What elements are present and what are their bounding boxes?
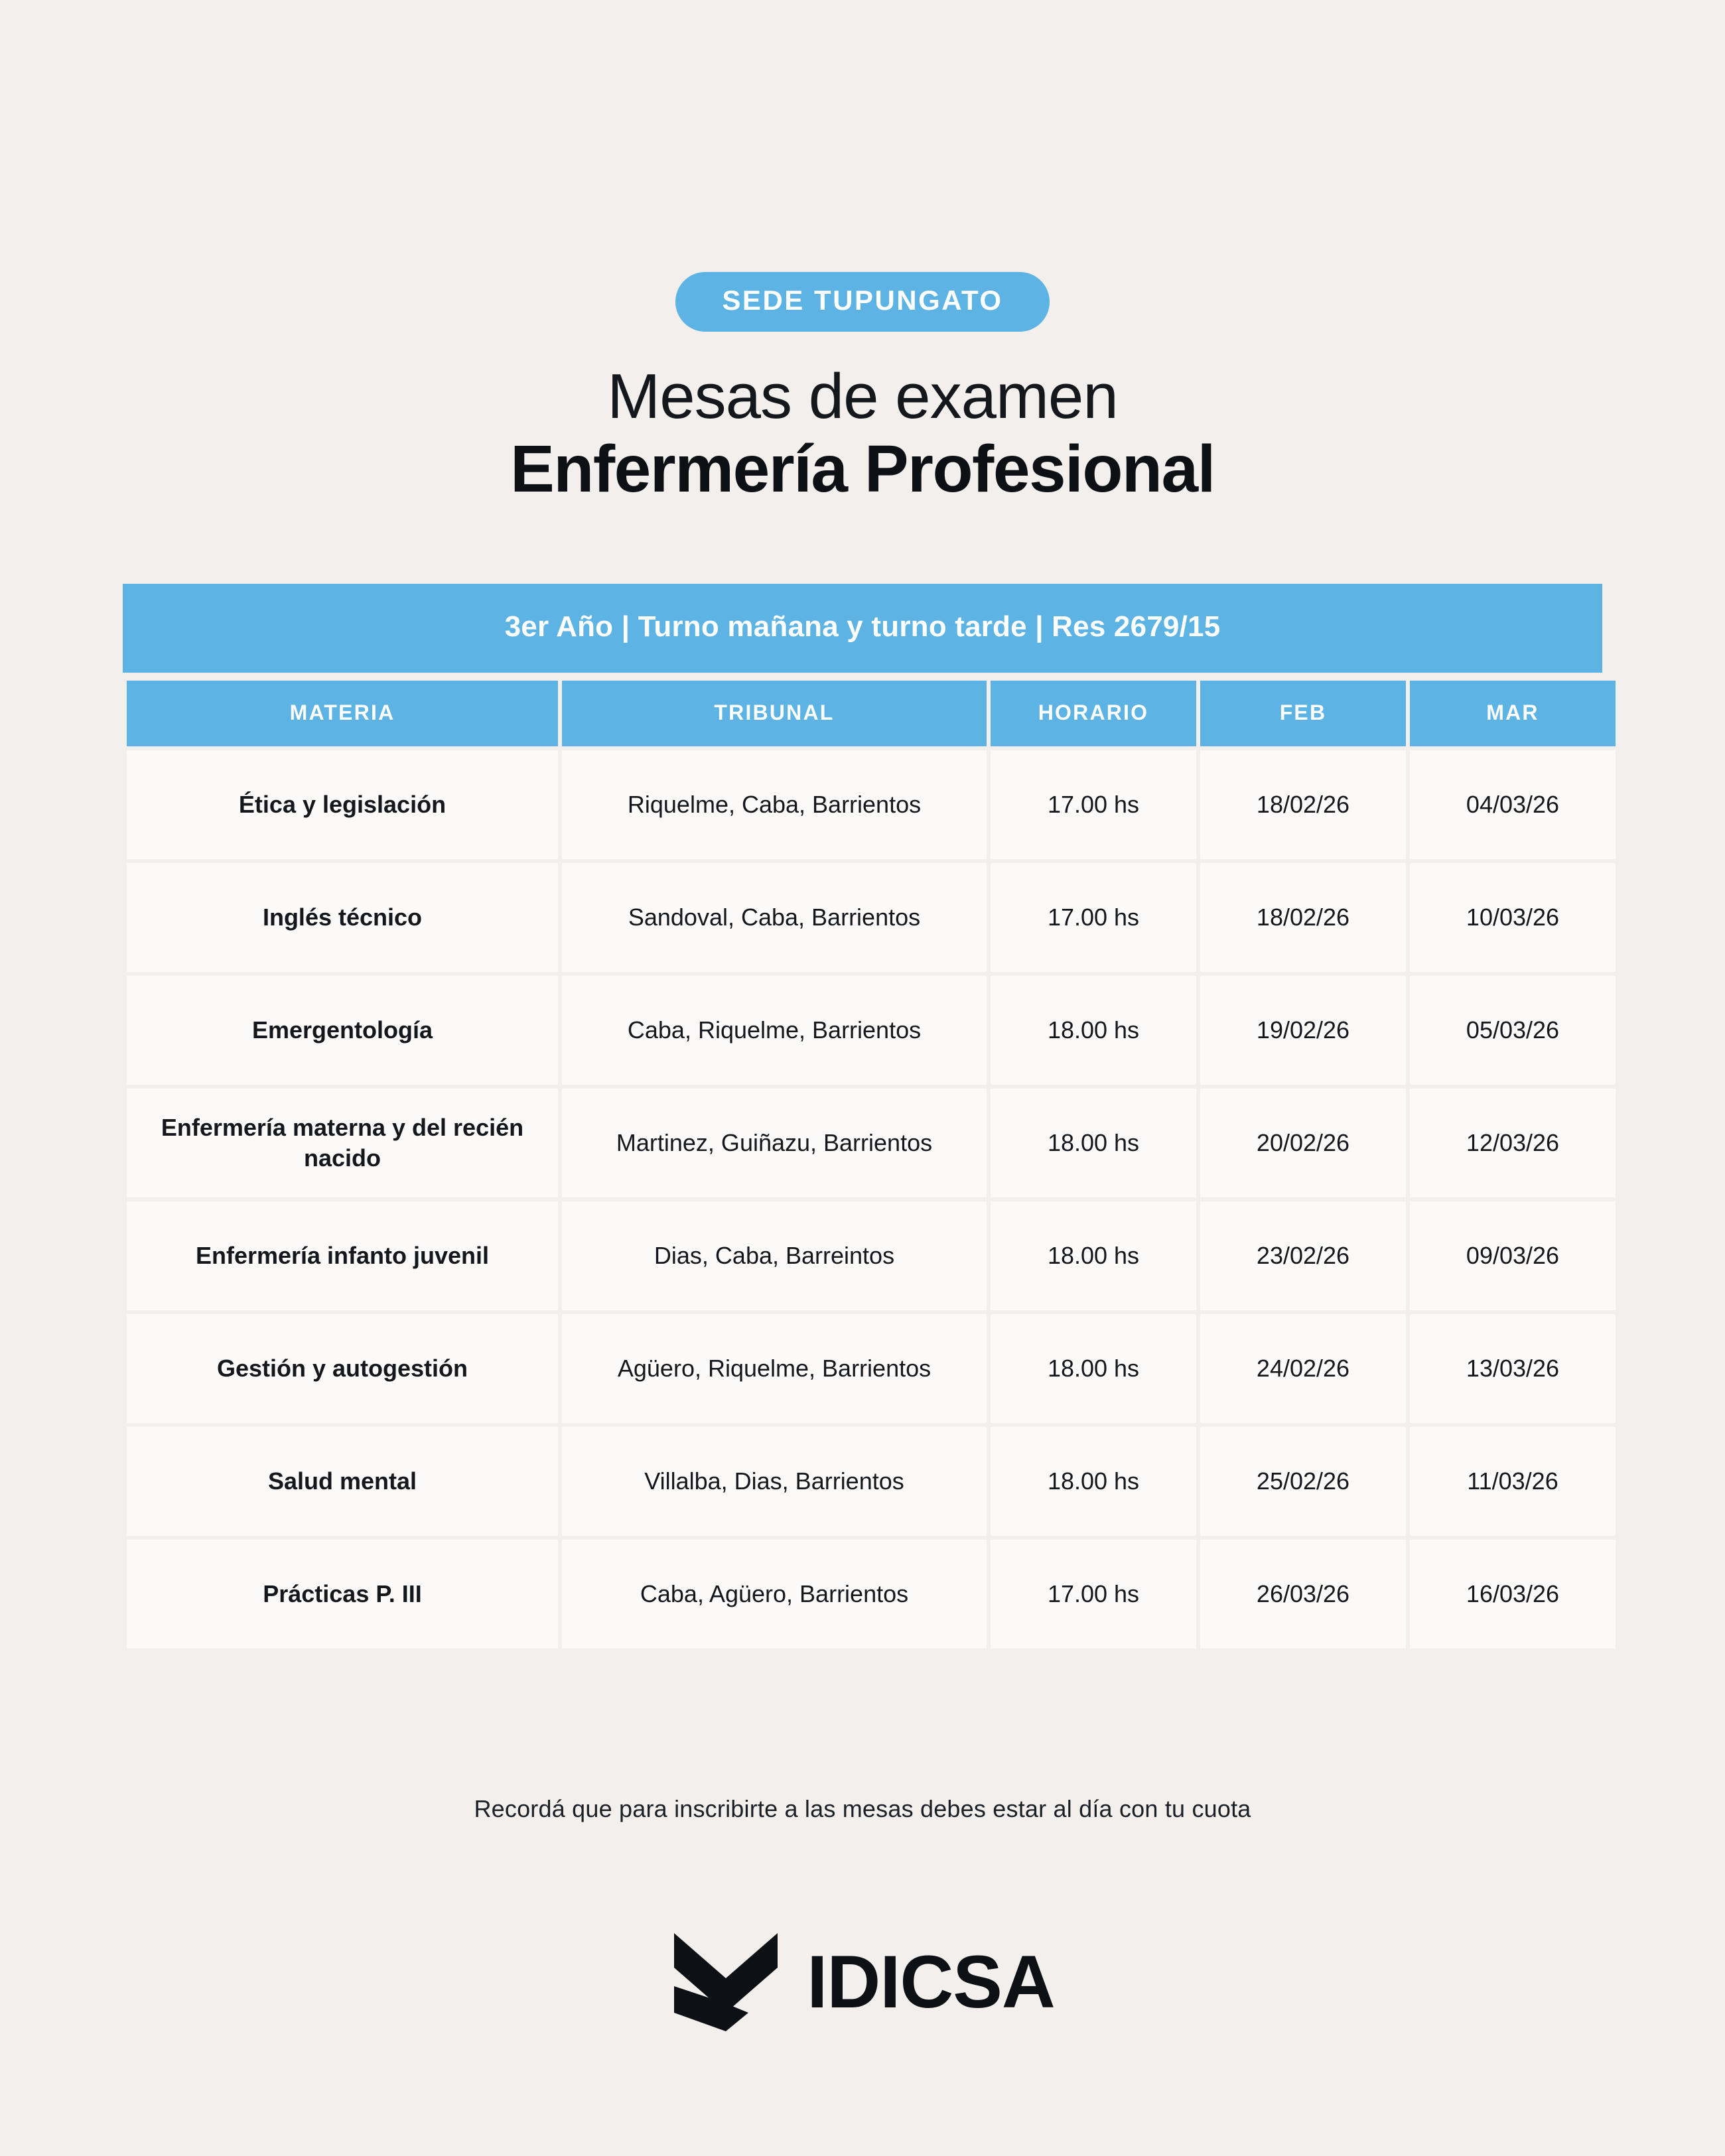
table-row bbox=[127, 1427, 1616, 1536]
cell-materia: Inglés técnico bbox=[127, 863, 558, 972]
table-body bbox=[127, 750, 1616, 1649]
cell-horario: 17.00 hs bbox=[991, 750, 1196, 859]
page-title-line2: Enfermería Profesional bbox=[510, 431, 1215, 506]
table-row bbox=[127, 1089, 1616, 1197]
cell-materia: Prácticas P. III bbox=[127, 1540, 558, 1649]
cell-feb: 24/02/26 bbox=[1200, 1314, 1406, 1423]
cell-feb: 26/03/26 bbox=[1200, 1540, 1406, 1649]
cell-feb: 23/02/26 bbox=[1200, 1201, 1406, 1310]
table-row bbox=[127, 750, 1616, 859]
table-header-row bbox=[127, 681, 1616, 746]
chevrons-down-mark-icon bbox=[670, 1929, 783, 2035]
cell-feb: 18/02/26 bbox=[1200, 863, 1406, 972]
footer-note: Recordá que para inscribirte a las mesas debes estar al día con tu cuota bbox=[474, 1794, 1251, 1822]
cell-materia: Ética y legislación bbox=[127, 750, 558, 859]
exam-schedule-table bbox=[123, 584, 1602, 1652]
cell-horario: 18.00 hs bbox=[991, 976, 1196, 1085]
cell-horario: 17.00 hs bbox=[991, 1540, 1196, 1649]
cell-mar: 09/03/26 bbox=[1410, 1201, 1616, 1310]
cell-tribunal: Villalba, Dias, Barrientos bbox=[562, 1427, 987, 1536]
brand-logo bbox=[670, 1929, 1055, 2035]
cell-materia: Gestión y autogestión bbox=[127, 1314, 558, 1423]
cell-feb: 18/02/26 bbox=[1200, 750, 1406, 859]
cell-feb: 25/02/26 bbox=[1200, 1427, 1406, 1536]
brand-name: IDICSA bbox=[807, 1940, 1055, 2023]
cell-mar: 05/03/26 bbox=[1410, 976, 1616, 1085]
column-header-materia: MATERIA bbox=[127, 681, 558, 746]
table-row bbox=[127, 976, 1616, 1085]
page-title-line1: Mesas de examen bbox=[607, 361, 1118, 432]
schedule-table bbox=[123, 677, 1620, 1652]
cell-materia: Salud mental bbox=[127, 1427, 558, 1536]
cell-horario: 18.00 hs bbox=[991, 1314, 1196, 1423]
cell-materia: Emergentología bbox=[127, 976, 558, 1085]
cell-materia: Enfermería infanto juvenil bbox=[127, 1201, 558, 1310]
table-row bbox=[127, 1201, 1616, 1310]
cell-horario: 18.00 hs bbox=[991, 1201, 1196, 1310]
cell-horario: 18.00 hs bbox=[991, 1089, 1196, 1197]
cell-mar: 12/03/26 bbox=[1410, 1089, 1616, 1197]
cell-tribunal: Riquelme, Caba, Barrientos bbox=[562, 750, 987, 859]
cell-tribunal: Caba, Agüero, Barrientos bbox=[562, 1540, 987, 1649]
column-header-feb: FEB bbox=[1200, 681, 1406, 746]
table-row bbox=[127, 863, 1616, 972]
column-header-tribunal: TRIBUNAL bbox=[562, 681, 987, 746]
column-header-mar: MAR bbox=[1410, 681, 1616, 746]
cell-tribunal: Caba, Riquelme, Barrientos bbox=[562, 976, 987, 1085]
sede-badge: SEDE TUPUNGATO bbox=[675, 272, 1049, 332]
cell-feb: 20/02/26 bbox=[1200, 1089, 1406, 1197]
cell-mar: 11/03/26 bbox=[1410, 1427, 1616, 1536]
cell-horario: 18.00 hs bbox=[991, 1427, 1196, 1536]
cell-tribunal: Dias, Caba, Barreintos bbox=[562, 1201, 987, 1310]
table-banner: 3er Año | Turno mañana y turno tarde | Res 2679/15 bbox=[123, 584, 1602, 673]
cell-materia: Enfermería materna y del recién nacido bbox=[127, 1089, 558, 1197]
cell-feb: 19/02/26 bbox=[1200, 976, 1406, 1085]
cell-mar: 13/03/26 bbox=[1410, 1314, 1616, 1423]
table-header bbox=[127, 681, 1616, 746]
cell-tribunal: Martinez, Guiñazu, Barrientos bbox=[562, 1089, 987, 1197]
cell-horario: 17.00 hs bbox=[991, 863, 1196, 972]
table-row bbox=[127, 1314, 1616, 1423]
cell-tribunal: Sandoval, Caba, Barrientos bbox=[562, 863, 987, 972]
table-row bbox=[127, 1540, 1616, 1649]
cell-tribunal: Agüero, Riquelme, Barrientos bbox=[562, 1314, 987, 1423]
cell-mar: 10/03/26 bbox=[1410, 863, 1616, 972]
cell-mar: 04/03/26 bbox=[1410, 750, 1616, 859]
column-header-horario: HORARIO bbox=[991, 681, 1196, 746]
cell-mar: 16/03/26 bbox=[1410, 1540, 1616, 1649]
